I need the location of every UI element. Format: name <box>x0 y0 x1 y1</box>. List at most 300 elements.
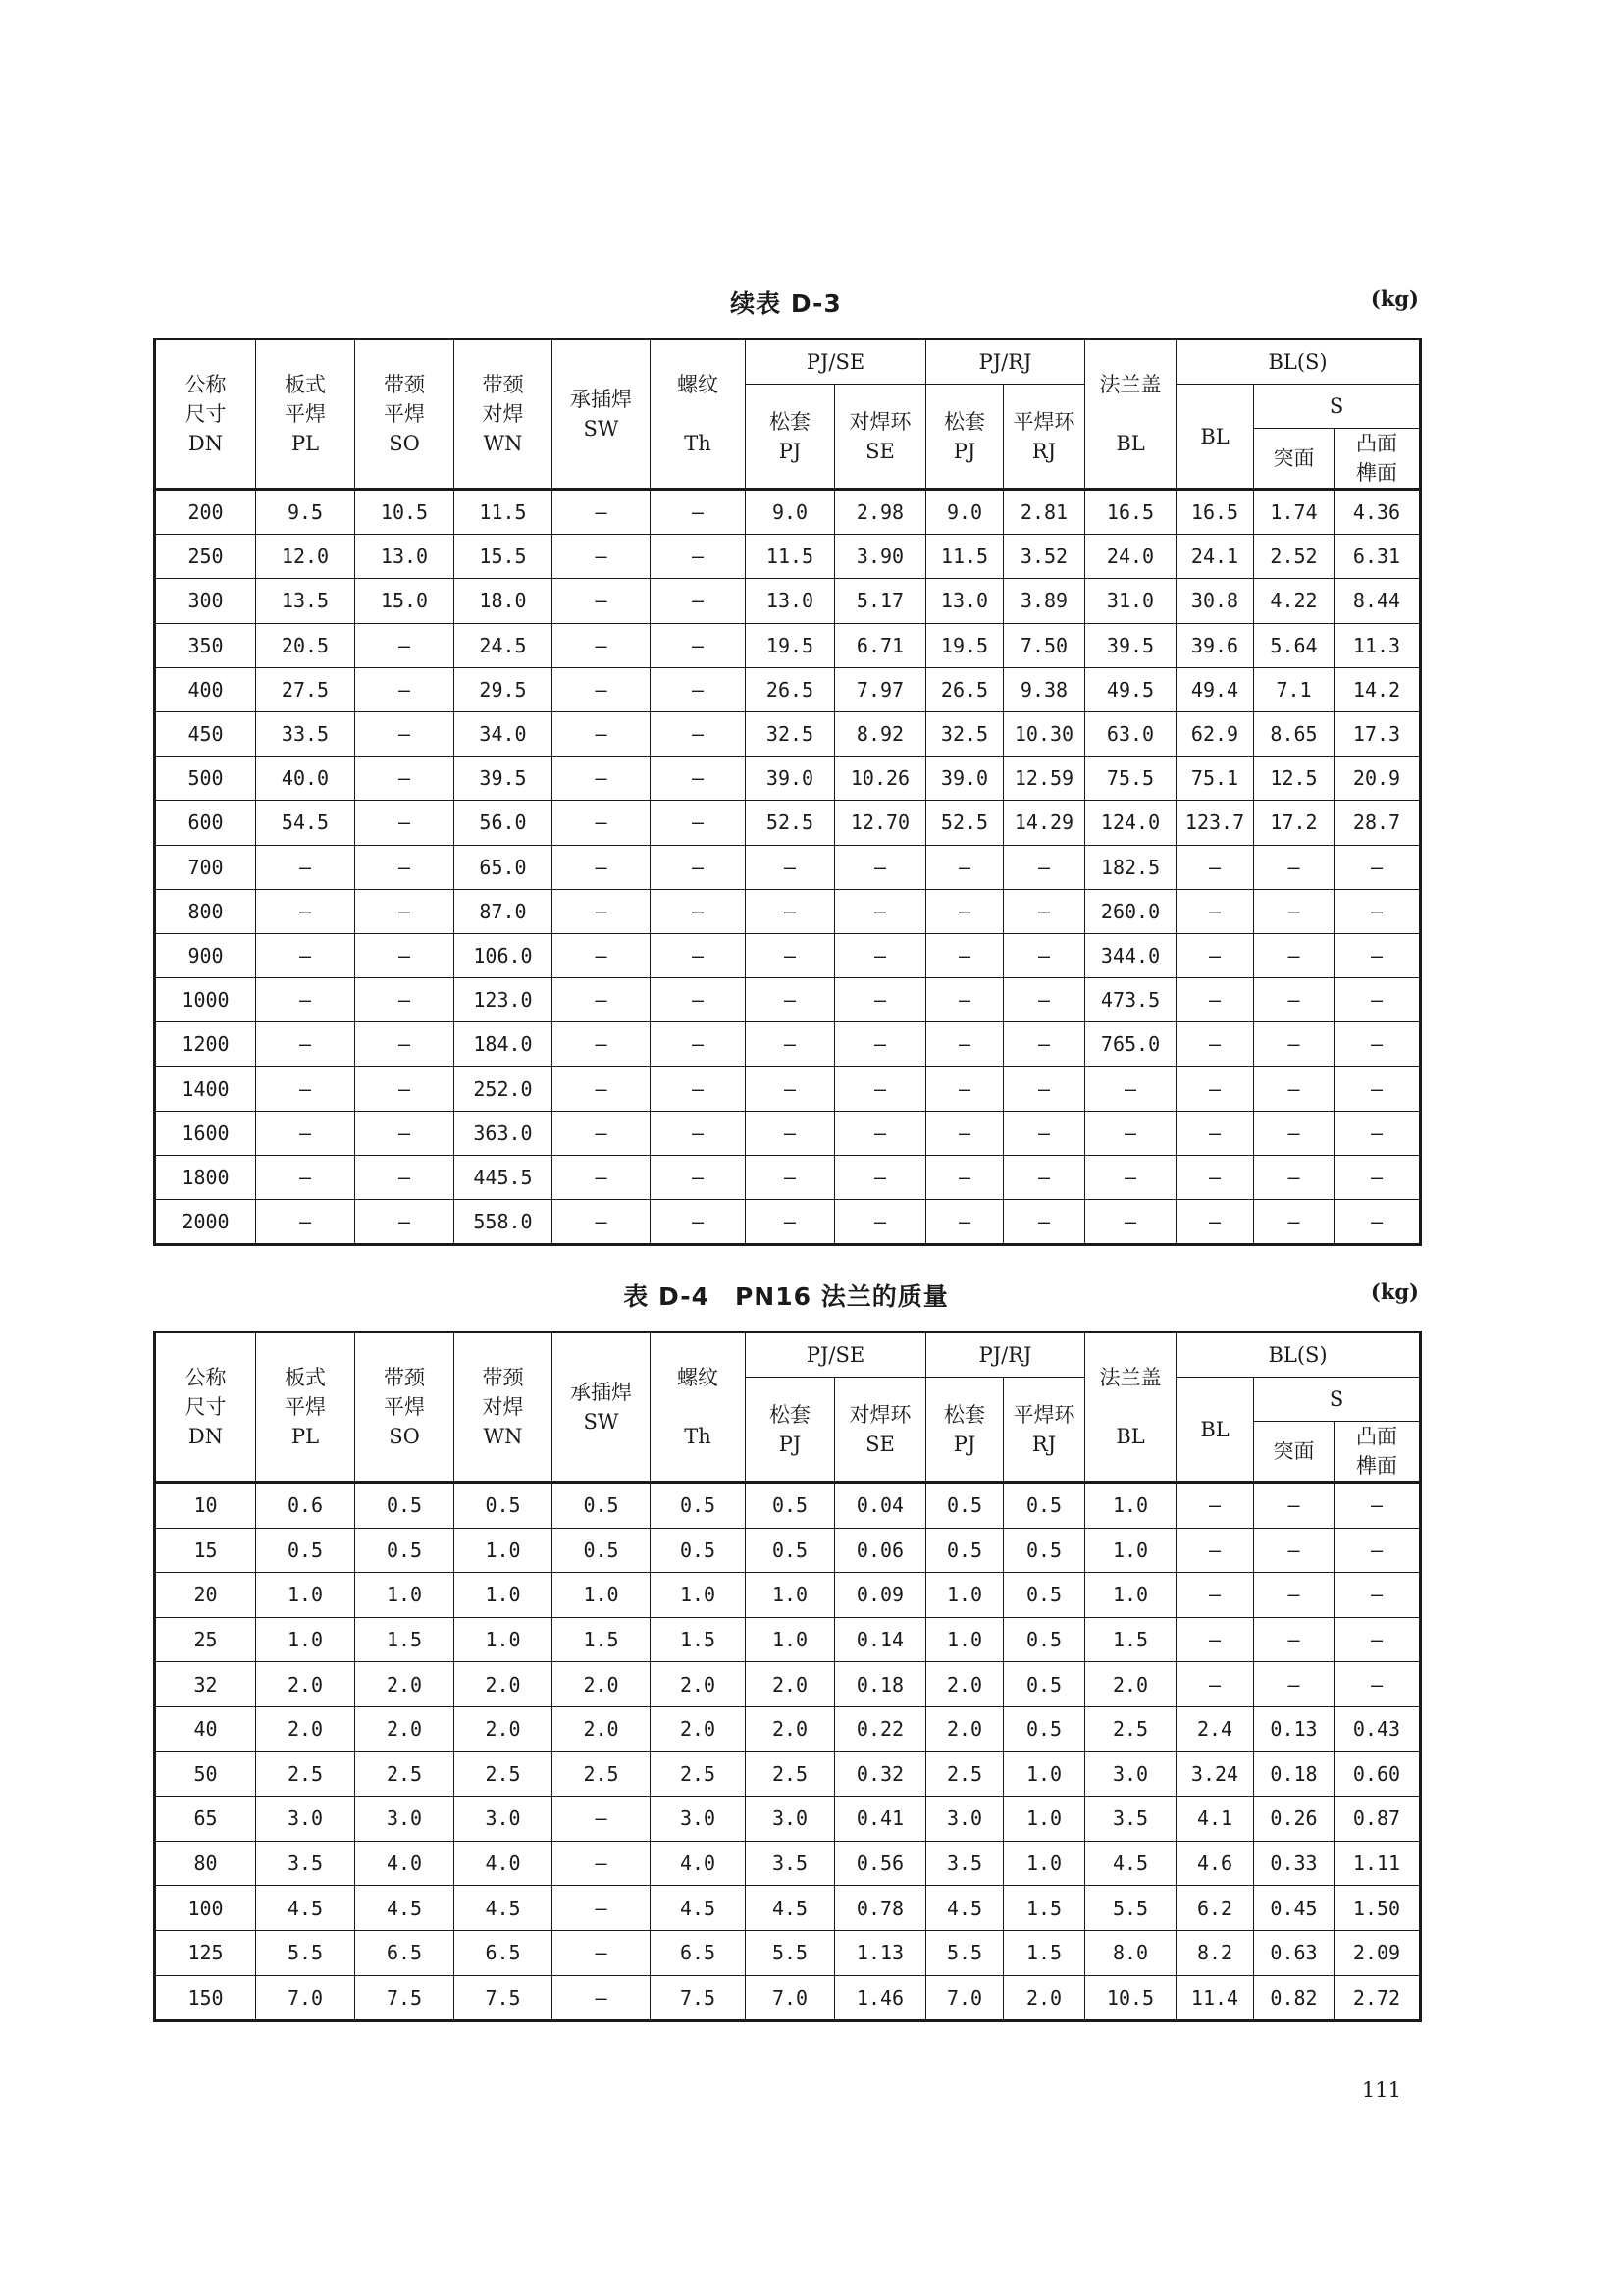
value-cell: 52.5 <box>746 801 835 845</box>
value-cell: 0.5 <box>1004 1662 1085 1707</box>
value-cell: 9.0 <box>746 490 835 535</box>
table-d3 <box>153 338 1422 1246</box>
value-cell: 6.5 <box>454 1930 552 1975</box>
value-cell: 16.5 <box>1177 490 1254 535</box>
dn-cell: 1200 <box>155 1022 256 1067</box>
value-cell: 1.0 <box>1085 1483 1177 1529</box>
table-row <box>155 1111 1421 1155</box>
value-cell: — <box>355 1200 454 1245</box>
value-cell: — <box>552 1200 651 1245</box>
value-cell: 5.17 <box>835 579 926 623</box>
value-cell: 15.0 <box>355 579 454 623</box>
page-number: 111 <box>1361 2078 1401 2102</box>
value-cell: — <box>355 623 454 667</box>
value-cell: — <box>835 933 926 977</box>
value-cell: — <box>1254 1155 1335 1199</box>
value-cell: — <box>1085 1111 1177 1155</box>
value-cell: 2.0 <box>355 1706 454 1751</box>
value-cell: 2.5 <box>454 1751 552 1797</box>
value-cell: — <box>1335 1528 1421 1573</box>
value-cell: 12.0 <box>256 535 355 579</box>
value-cell: — <box>1254 933 1335 977</box>
header-bl-cover: 法兰盖 BL <box>1085 339 1177 490</box>
value-cell: 20.9 <box>1335 757 1421 801</box>
value-cell: 3.89 <box>1004 579 1085 623</box>
value-cell: 0.78 <box>835 1886 926 1931</box>
table-row <box>155 535 1421 579</box>
table-row <box>155 711 1421 756</box>
value-cell: — <box>355 889 454 933</box>
value-cell: — <box>926 933 1004 977</box>
value-cell: 3.5 <box>926 1841 1004 1886</box>
value-cell: 5.64 <box>1254 623 1335 667</box>
value-cell: 6.5 <box>355 1930 454 1975</box>
value-cell: 30.8 <box>1177 579 1254 623</box>
header-th: 螺纹 Th <box>651 339 746 490</box>
value-cell: — <box>1254 1483 1335 1529</box>
value-cell: 7.0 <box>746 1975 835 2021</box>
value-cell: 54.5 <box>256 801 355 845</box>
value-cell: — <box>355 1067 454 1111</box>
value-cell: 1.0 <box>454 1573 552 1618</box>
value-cell: — <box>1335 1067 1421 1111</box>
value-cell: — <box>1335 1573 1421 1618</box>
value-cell: 3.24 <box>1177 1751 1254 1797</box>
value-cell: 26.5 <box>746 667 835 711</box>
value-cell: 1.11 <box>1335 1841 1421 1886</box>
value-cell: — <box>552 889 651 933</box>
value-cell: — <box>552 711 651 756</box>
value-cell: 9.38 <box>1004 667 1085 711</box>
value-cell: 7.97 <box>835 667 926 711</box>
value-cell: — <box>651 801 746 845</box>
table-row <box>155 667 1421 711</box>
value-cell: 0.63 <box>1254 1930 1335 1975</box>
value-cell: 123.7 <box>1177 801 1254 845</box>
value-cell: 3.0 <box>651 1797 746 1842</box>
value-cell: 19.5 <box>746 623 835 667</box>
value-cell: — <box>1254 1067 1335 1111</box>
value-cell: 14.2 <box>1335 667 1421 711</box>
value-cell: 0.22 <box>835 1706 926 1751</box>
value-cell: 1.5 <box>651 1617 746 1662</box>
value-cell: 124.0 <box>1085 801 1177 845</box>
value-cell: — <box>746 1200 835 1245</box>
value-cell: — <box>746 1022 835 1067</box>
value-cell: 49.5 <box>1085 667 1177 711</box>
value-cell: — <box>256 889 355 933</box>
value-cell: 75.5 <box>1085 757 1177 801</box>
value-cell: 11.5 <box>454 490 552 535</box>
value-cell: — <box>1254 1662 1335 1707</box>
value-cell: 363.0 <box>454 1111 552 1155</box>
value-cell: 4.5 <box>746 1886 835 1931</box>
dn-cell: 32 <box>155 1662 256 1707</box>
value-cell: 1.0 <box>1004 1751 1085 1797</box>
header-se-ring: 对焊环 SE <box>835 385 926 490</box>
table-row <box>155 845 1421 889</box>
header-bl-cover: 法兰盖 BL <box>1085 1332 1177 1483</box>
value-cell: 0.56 <box>835 1841 926 1886</box>
value-cell: — <box>355 1111 454 1155</box>
table-d3-body <box>155 490 1421 1245</box>
value-cell: 10.30 <box>1004 711 1085 756</box>
value-cell: 0.5 <box>926 1483 1004 1529</box>
header-pl: 板式 平焊 PL <box>256 1332 355 1483</box>
table-row <box>155 1930 1421 1975</box>
dn-cell: 150 <box>155 1975 256 2021</box>
value-cell: — <box>552 1111 651 1155</box>
value-cell: 0.5 <box>256 1528 355 1573</box>
value-cell: 0.18 <box>1254 1751 1335 1797</box>
value-cell: — <box>552 1841 651 1886</box>
dn-cell: 250 <box>155 535 256 579</box>
header-pjse: PJ/SE <box>746 1332 926 1378</box>
value-cell: 123.0 <box>454 978 552 1022</box>
header-bl-sub: BL <box>1177 1378 1254 1483</box>
value-cell: — <box>1004 933 1085 977</box>
table-d3-header <box>155 339 1421 490</box>
value-cell: 2.0 <box>552 1706 651 1751</box>
value-cell: — <box>552 978 651 1022</box>
value-cell: 13.0 <box>355 535 454 579</box>
dn-cell: 400 <box>155 667 256 711</box>
value-cell: — <box>552 845 651 889</box>
value-cell: 4.0 <box>454 1841 552 1886</box>
value-cell: 2.5 <box>651 1751 746 1797</box>
value-cell: 1.5 <box>552 1617 651 1662</box>
dn-cell: 1600 <box>155 1111 256 1155</box>
value-cell: 2.5 <box>256 1751 355 1797</box>
value-cell: 260.0 <box>1085 889 1177 933</box>
value-cell: — <box>256 1155 355 1199</box>
value-cell: 4.5 <box>926 1886 1004 1931</box>
value-cell: — <box>835 1200 926 1245</box>
value-cell: 18.0 <box>454 579 552 623</box>
value-cell: — <box>1254 1573 1335 1618</box>
value-cell: — <box>552 1067 651 1111</box>
value-cell: 0.13 <box>1254 1706 1335 1751</box>
value-cell: — <box>552 1155 651 1199</box>
table-row <box>155 889 1421 933</box>
value-cell: — <box>1335 978 1421 1022</box>
dn-cell: 80 <box>155 1841 256 1886</box>
table-d4 <box>153 1331 1422 2022</box>
value-cell: — <box>355 1022 454 1067</box>
value-cell: — <box>746 1067 835 1111</box>
header-rj-ring: 平焊环 RJ <box>1004 1378 1085 1483</box>
value-cell: 34.0 <box>454 711 552 756</box>
value-cell: 12.5 <box>1254 757 1335 801</box>
header-sw: 承插焊 SW <box>552 339 651 490</box>
table-row <box>155 978 1421 1022</box>
value-cell: 2.0 <box>355 1662 454 1707</box>
table-d4-header <box>155 1332 1421 1483</box>
value-cell: — <box>552 1930 651 1975</box>
value-cell: — <box>552 1886 651 1931</box>
dn-cell: 20 <box>155 1573 256 1618</box>
header-pjse: PJ/SE <box>746 339 926 385</box>
value-cell: — <box>1335 1483 1421 1529</box>
value-cell: 56.0 <box>454 801 552 845</box>
value-cell: — <box>1004 889 1085 933</box>
table-d4-caption <box>153 1278 1419 1317</box>
value-cell: 1.0 <box>1004 1841 1085 1886</box>
value-cell: 2.0 <box>926 1662 1004 1707</box>
value-cell: — <box>835 978 926 1022</box>
value-cell: 10.5 <box>1085 1975 1177 2021</box>
value-cell: 5.5 <box>926 1930 1004 1975</box>
value-cell: 0.5 <box>926 1528 1004 1573</box>
value-cell: 39.5 <box>1085 623 1177 667</box>
value-cell: 2.4 <box>1177 1706 1254 1751</box>
value-cell: 0.5 <box>651 1483 746 1529</box>
header-dn: 公称 尺寸 DN <box>155 1332 256 1483</box>
value-cell: 2.5 <box>1085 1706 1177 1751</box>
value-cell: 8.44 <box>1335 579 1421 623</box>
value-cell: — <box>926 978 1004 1022</box>
value-cell: 2.98 <box>835 490 926 535</box>
value-cell: 27.5 <box>256 667 355 711</box>
header-pj-loose-2: 松套 PJ <box>926 385 1004 490</box>
header-pjrj: PJ/RJ <box>926 339 1085 385</box>
value-cell: 3.0 <box>355 1797 454 1842</box>
value-cell: 26.5 <box>926 667 1004 711</box>
value-cell: — <box>651 1111 746 1155</box>
table-row <box>155 1067 1421 1111</box>
value-cell: 13.0 <box>926 579 1004 623</box>
value-cell: — <box>552 1975 651 2021</box>
value-cell: 4.5 <box>651 1886 746 1931</box>
value-cell: 6.5 <box>651 1930 746 1975</box>
value-cell: — <box>1254 1200 1335 1245</box>
value-cell: — <box>835 889 926 933</box>
value-cell: 2.52 <box>1254 535 1335 579</box>
value-cell: 1.74 <box>1254 490 1335 535</box>
value-cell: 32.5 <box>746 711 835 756</box>
value-cell: 9.0 <box>926 490 1004 535</box>
value-cell: — <box>1177 1528 1254 1573</box>
value-cell: — <box>651 845 746 889</box>
dn-cell: 65 <box>155 1797 256 1842</box>
header-sw: 承插焊 SW <box>552 1332 651 1483</box>
value-cell: — <box>1177 1200 1254 1245</box>
table-d3-title: 续表 D-3 <box>730 289 842 318</box>
value-cell: 1.0 <box>454 1528 552 1573</box>
value-cell: 1.0 <box>355 1573 454 1618</box>
dn-cell: 700 <box>155 845 256 889</box>
dn-cell: 25 <box>155 1617 256 1662</box>
value-cell: 558.0 <box>454 1200 552 1245</box>
table-row <box>155 1662 1421 1707</box>
header-so: 带颈 平焊 SO <box>355 1332 454 1483</box>
value-cell: 3.0 <box>926 1797 1004 1842</box>
value-cell: 3.5 <box>746 1841 835 1886</box>
value-cell: 8.92 <box>835 711 926 756</box>
value-cell: 13.5 <box>256 579 355 623</box>
value-cell: 0.87 <box>1335 1797 1421 1842</box>
value-cell: 65.0 <box>454 845 552 889</box>
value-cell: 1.0 <box>746 1617 835 1662</box>
value-cell: — <box>835 1022 926 1067</box>
value-cell: — <box>651 667 746 711</box>
value-cell: 8.65 <box>1254 711 1335 756</box>
value-cell: 1.0 <box>256 1573 355 1618</box>
value-cell: 31.0 <box>1085 579 1177 623</box>
value-cell: — <box>1335 1200 1421 1245</box>
value-cell: 0.32 <box>835 1751 926 1797</box>
value-cell: 75.1 <box>1177 757 1254 801</box>
value-cell: 7.5 <box>651 1975 746 2021</box>
value-cell: 4.0 <box>355 1841 454 1886</box>
value-cell: 2.0 <box>926 1706 1004 1751</box>
value-cell: 0.5 <box>355 1483 454 1529</box>
header-th: 螺纹 Th <box>651 1332 746 1483</box>
value-cell: 0.26 <box>1254 1797 1335 1842</box>
value-cell: 1.5 <box>1085 1617 1177 1662</box>
value-cell: 0.5 <box>552 1528 651 1573</box>
value-cell: — <box>1177 1111 1254 1155</box>
header-so: 带颈 平焊 SO <box>355 339 454 490</box>
table-d4-title: 表 D-4 PN16 法兰的质量 <box>623 1282 949 1311</box>
header-raised-face: 突面 <box>1254 429 1335 490</box>
value-cell: — <box>926 889 1004 933</box>
value-cell: 1.0 <box>454 1617 552 1662</box>
value-cell: 1.0 <box>256 1617 355 1662</box>
value-cell: — <box>256 933 355 977</box>
value-cell: — <box>651 1155 746 1199</box>
value-cell: 24.0 <box>1085 535 1177 579</box>
value-cell: — <box>256 1067 355 1111</box>
value-cell: 5.5 <box>256 1930 355 1975</box>
dn-cell: 600 <box>155 801 256 845</box>
value-cell: 0.43 <box>1335 1706 1421 1751</box>
value-cell: — <box>355 757 454 801</box>
value-cell: — <box>1254 1617 1335 1662</box>
dn-cell: 1000 <box>155 978 256 1022</box>
value-cell: 11.4 <box>1177 1975 1254 2021</box>
value-cell: 0.5 <box>552 1483 651 1529</box>
value-cell: 49.4 <box>1177 667 1254 711</box>
value-cell: — <box>1335 1111 1421 1155</box>
value-cell: 4.5 <box>454 1886 552 1931</box>
value-cell: — <box>651 757 746 801</box>
value-cell: 0.60 <box>1335 1751 1421 1797</box>
value-cell: 40.0 <box>256 757 355 801</box>
value-cell: 0.5 <box>746 1483 835 1529</box>
header-tongue-face: 凸面 榫面 <box>1335 429 1421 490</box>
table-row <box>155 623 1421 667</box>
value-cell: 2.0 <box>454 1662 552 1707</box>
value-cell: — <box>552 667 651 711</box>
value-cell: — <box>1004 1067 1085 1111</box>
value-cell: 8.2 <box>1177 1930 1254 1975</box>
dn-cell: 200 <box>155 490 256 535</box>
dn-cell: 10 <box>155 1483 256 1529</box>
value-cell: 2.0 <box>552 1662 651 1707</box>
value-cell: — <box>651 933 746 977</box>
value-cell: 2.5 <box>926 1751 1004 1797</box>
value-cell: — <box>1004 1022 1085 1067</box>
value-cell: 1.0 <box>746 1573 835 1618</box>
table-row <box>155 1886 1421 1931</box>
value-cell: 5.5 <box>1085 1886 1177 1931</box>
value-cell: 0.5 <box>1004 1706 1085 1751</box>
value-cell: — <box>746 889 835 933</box>
value-cell: — <box>651 711 746 756</box>
value-cell: 106.0 <box>454 933 552 977</box>
value-cell: — <box>926 1067 1004 1111</box>
value-cell: 4.36 <box>1335 490 1421 535</box>
value-cell: — <box>552 1022 651 1067</box>
value-cell: 1.0 <box>651 1573 746 1618</box>
value-cell: 252.0 <box>454 1067 552 1111</box>
value-cell: — <box>355 978 454 1022</box>
value-cell: 62.9 <box>1177 711 1254 756</box>
dn-cell: 300 <box>155 579 256 623</box>
value-cell: 39.0 <box>926 757 1004 801</box>
value-cell: 3.5 <box>1085 1797 1177 1842</box>
value-cell: 7.5 <box>454 1975 552 2021</box>
dn-cell: 1800 <box>155 1155 256 1199</box>
value-cell: 28.7 <box>1335 801 1421 845</box>
value-cell: — <box>1004 1155 1085 1199</box>
value-cell: — <box>1335 1022 1421 1067</box>
value-cell: 52.5 <box>926 801 1004 845</box>
value-cell: 13.0 <box>746 579 835 623</box>
header-tongue-face: 凸面 榫面 <box>1335 1422 1421 1483</box>
dn-cell: 800 <box>155 889 256 933</box>
value-cell: 0.5 <box>1004 1528 1085 1573</box>
value-cell: — <box>1004 1111 1085 1155</box>
value-cell: 1.0 <box>1004 1797 1085 1842</box>
value-cell: 2.5 <box>355 1751 454 1797</box>
value-cell: 0.82 <box>1254 1975 1335 2021</box>
value-cell: — <box>552 1797 651 1842</box>
value-cell: 2.0 <box>1085 1662 1177 1707</box>
dn-cell: 450 <box>155 711 256 756</box>
value-cell: 12.59 <box>1004 757 1085 801</box>
value-cell: — <box>1335 1617 1421 1662</box>
value-cell: 4.1 <box>1177 1797 1254 1842</box>
value-cell: — <box>651 490 746 535</box>
value-cell: — <box>1335 845 1421 889</box>
value-cell: — <box>651 1200 746 1245</box>
value-cell: — <box>1335 933 1421 977</box>
header-pjrj: PJ/RJ <box>926 1332 1085 1378</box>
value-cell: — <box>1177 1573 1254 1618</box>
value-cell: — <box>1085 1067 1177 1111</box>
header-bls: BL(S) <box>1177 1332 1421 1378</box>
dn-cell: 1400 <box>155 1067 256 1111</box>
table-row <box>155 579 1421 623</box>
value-cell: — <box>926 1111 1004 1155</box>
value-cell: 4.5 <box>355 1886 454 1931</box>
value-cell: — <box>355 667 454 711</box>
value-cell: — <box>552 579 651 623</box>
value-cell: 0.5 <box>1004 1617 1085 1662</box>
value-cell: 32.5 <box>926 711 1004 756</box>
header-wn: 带颈 对焊 WN <box>454 1332 552 1483</box>
value-cell: 0.5 <box>651 1528 746 1573</box>
value-cell: — <box>552 757 651 801</box>
value-cell: 16.5 <box>1085 490 1177 535</box>
value-cell: — <box>355 711 454 756</box>
table-row <box>155 1200 1421 1245</box>
value-cell: 63.0 <box>1085 711 1177 756</box>
value-cell: 39.6 <box>1177 623 1254 667</box>
value-cell: 19.5 <box>926 623 1004 667</box>
